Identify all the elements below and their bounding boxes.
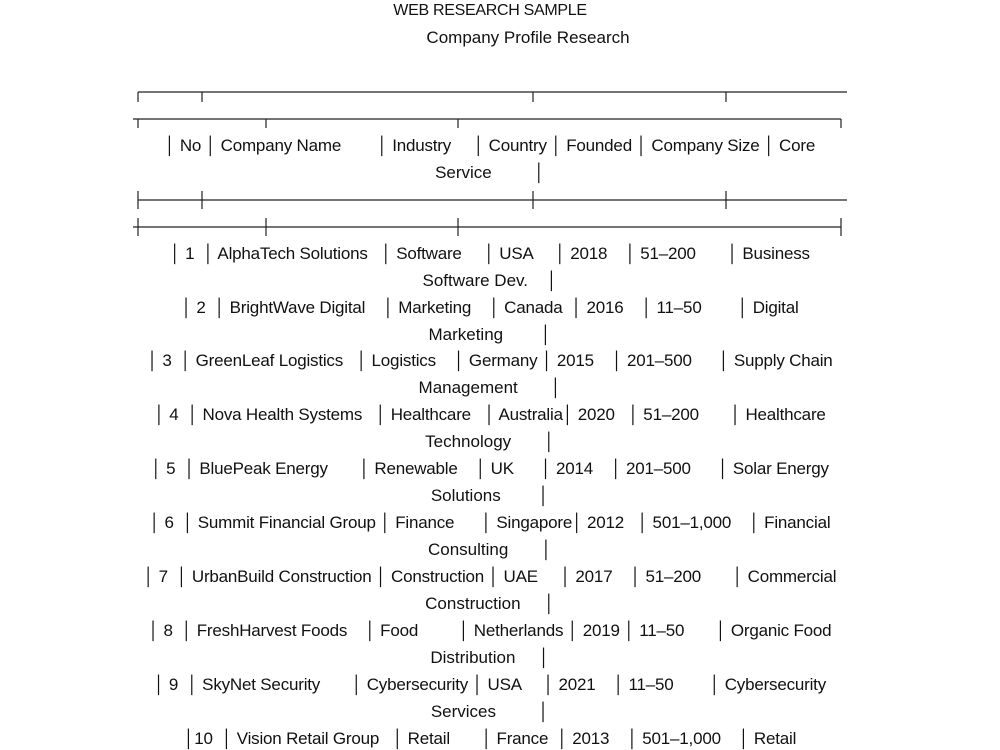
- table-row-continuation: Software Dev. │: [422, 271, 558, 290]
- document-subtitle: Company Profile Research: [426, 28, 630, 47]
- table-row-continuation: Distribution │: [430, 648, 550, 667]
- table-border-lines: [0, 0, 1000, 240]
- table-row-continuation: Consulting │: [427, 540, 552, 559]
- table-row: │ 8 │ FreshHarvest Foods │ Food │ Netherlands │ 2019 │ 11–50 │ Organic Food: [148, 621, 832, 640]
- table-row-continuation: Services │: [430, 702, 550, 721]
- table-header-continuation: Service │: [435, 163, 545, 182]
- document-title: WEB RESEARCH SAMPLE: [393, 2, 587, 19]
- table-row-continuation: Solutions │: [430, 486, 550, 505]
- table-row: │ 4 │ Nova Health Systems │ Healthcare │ Australia│ 2020 │ 51–200 │ Healthcare: [154, 405, 826, 424]
- table-row: │ 1 │ AlphaTech Solutions │ Software │ USA │ 2018 │ 51–200 │ Business: [170, 244, 810, 263]
- table-header: │ No │ Company Name │ Industry │ Country │ Founded │ Company Size │ Core: [164, 136, 816, 155]
- table-row: │ 2 │ BrightWave Digital │ Marketing │ Canada │ 2016 │ 11–50 │ Digital: [181, 298, 799, 317]
- table-row: │ 6 │ Summit Financial Group │ Finance │ Singapore│ 2012 │ 501–1,000 │ Financial: [149, 513, 831, 532]
- table-row: │ 9 │ SkyNet Security │ Cybersecurity │ USA │ 2021 │ 11–50 │ Cybersecurity: [153, 675, 827, 694]
- table-row-continuation: Technology │: [425, 432, 555, 451]
- table-row: │10 │ Vision Retail Group │ Retail │ France │ 2013 │ 501–1,000 │ Retail: [183, 729, 797, 748]
- table-row-continuation: Construction │: [425, 594, 555, 613]
- table-row: │ 7 │ UrbanBuild Construction │ Construction │ UAE │ 2017 │ 51–200 │ Commercial: [143, 567, 837, 586]
- table-row: │ 3 │ GreenLeaf Logistics │ Logistics │ Germany │ 2015 │ 201–500 │ Supply Chain: [147, 351, 833, 370]
- table-row-continuation: Marketing │: [428, 325, 552, 344]
- table-row: │ 5 │ BluePeak Energy │ Renewable │ UK │ 2014 │ 201–500 │ Solar Energy: [151, 459, 829, 478]
- table-row-continuation: Management │: [418, 378, 562, 397]
